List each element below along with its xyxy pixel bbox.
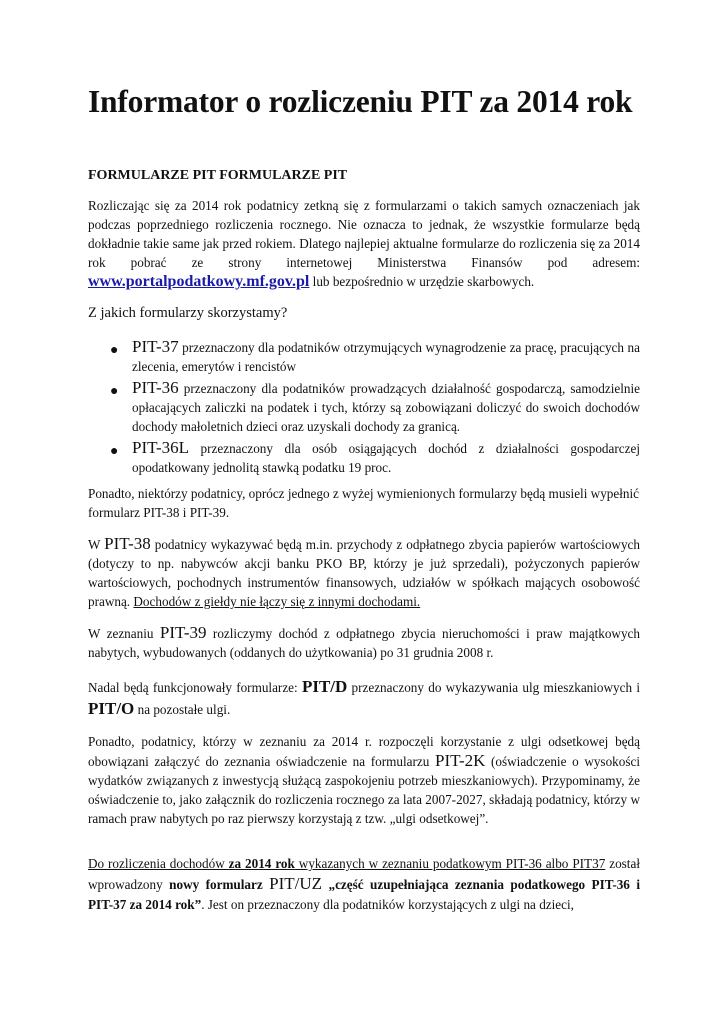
pit2k-pre: Ponadto, podatnicy, którzy w zeznaniu za 2014 r. rozpoczęli korzystanie z ulgi odsetkowej będą obowiązani załączyć do zeznania oświadczenie na formularzu (88, 734, 640, 769)
intro-paragraph (88, 196, 640, 291)
document-title: Informator o rozliczeniu PIT za 2014 rok (88, 84, 633, 119)
pituz-u2: za 2014 rok (228, 856, 295, 871)
form-code: PIT-36L (132, 438, 189, 457)
form-code: PIT-37 (132, 337, 179, 356)
pit38-underlined: Dochodów z giełdy nie łączy się z innymi dochodami. (133, 594, 421, 609)
form-code: PIT/UZ (269, 874, 323, 893)
list-item (88, 438, 640, 477)
pituz-u3: wykazanych w zeznaniu podatkowym PIT-36 albo PIT37 (294, 856, 606, 871)
form-code: PIT/D (301, 677, 348, 696)
list-item (88, 378, 640, 436)
pituz-b2: „część uzupełniająca zeznania podatkowego PIT-36 i PIT-37 za 2014 rok” (88, 877, 640, 912)
portal-link[interactable]: www.portalpodatkowy.mf.gov.pl (88, 273, 310, 290)
pituz-t2: . Jest on przeznaczony dla podatników korzystających z ulgi na dzieci, (201, 897, 574, 912)
form-code: PIT-2K (435, 751, 486, 770)
intro-text: Rozliczając się za 2014 rok podatnicy zetkną się z formularzami o takich samych oznaczeniach jak podczas poprzedniego rozliczenia rocznego. Nie oznacza to jednak, że wszystkie formularze będą dokładnie takie same jak przed rokiem. Dlatego najlepiej aktualne formularze do rozliczenia się za 2014 rok pobrać ze strony internetowej Ministerstwa Finansów pod adresem: (88, 198, 640, 270)
form-code: PIT-39 (159, 623, 207, 642)
form-list (88, 337, 640, 477)
pituz-b1: nowy formularz (169, 877, 270, 892)
pit39-pre: W zeznaniu (88, 626, 160, 641)
list-item-text: przeznaczony dla osób osiągających dochód z działalności gospodarczej opodatkowany jednolitą stawką podatku 19 proc. (132, 441, 640, 475)
pit2k-paragraph (88, 732, 640, 828)
list-item (88, 337, 640, 376)
pit39-text: rozliczymy dochód z odpłatnego zbycia nieruchomości i praw majątkowych nabytych, wybudowanych (oddanych do użytkowania) po 31 grudnia 2008 r. (88, 626, 640, 660)
pit38-text: podatnicy wykazywać będą m.in. przychody z odpłatnego zbycia papierów wartościowych (dotyczy to np. nabywców akcji banku PKO BP, którzy je już sprzedali), pożyczonych papierów wartościowych, pochodnych instrumentów finansowych, udziałów w spółkach mających osobowość prawną. (88, 537, 640, 609)
section-heading: FORMULARZE PIT FORMULARZE PIT (88, 168, 348, 183)
form-code: PIT-38 (104, 534, 151, 553)
pit38-pre: W (88, 537, 105, 552)
pit2k-text: (oświadczenie o wysokości wydatków związanych z inwestycją służącą zaspokojeniu potrzeb mieszkaniowych). Przypominamy, że oświadczenie to, jako załącznik do rozliczenia rocznego za lata 2007-2027, składają podatnicy, którzy w ramach praw nabytych po raz pierwszy korzystają z tzw. „ulgi odsetkowej”. (88, 754, 640, 826)
intro-after-link: lub bezpośrednio w urzędzie skarbowych. (309, 274, 535, 289)
pit39-paragraph (88, 623, 640, 662)
pito-text: na pozostałe ulgi. (134, 702, 231, 717)
additional-paragraph (88, 484, 640, 522)
form-code: PIT/O (88, 699, 135, 718)
pituz-paragraph (88, 854, 640, 915)
pituz-t1: został wprowadzony (88, 856, 640, 892)
form-code: PIT-36 (132, 378, 179, 397)
question-text: Z jakich formularzy skorzystamy? (88, 305, 288, 321)
list-item-text: przeznaczony dla podatników prowadzących działalność gospodarczą, samodzielnie opłacających zaliczki na podatek i tych, którzy są zobowiązani doliczyć do swoich dochodów dochody małoletnich dzieci oraz uzyskali dochody za granicą. (132, 381, 640, 434)
bullet-icon: ● (110, 343, 119, 358)
pitd-pre: Nadal będą funkcjonowały formularze: (88, 680, 302, 695)
bullet-icon: ● (110, 444, 119, 459)
pituz-u1: Do rozliczenia dochodów (88, 856, 229, 871)
pit38-paragraph (88, 534, 640, 611)
bullet-icon: ● (110, 384, 119, 399)
list-item-text: przeznaczony dla podatników otrzymujących wynagrodzenie za pracę, pracujących na zlecenia, emerytów i rencistów (132, 340, 640, 374)
additional-text: Ponadto, niektórzy podatnicy, oprócz jednego z wyżej wymienionych formularzy będą musieli wypełnić formularz PIT-38 i PIT-39. (88, 486, 640, 520)
pitd-text: przeznaczony do wykazywania ulg mieszkaniowych i (347, 680, 640, 695)
pitd-paragraph (88, 676, 640, 720)
section-heading-block (88, 166, 640, 185)
question-block (88, 304, 640, 323)
